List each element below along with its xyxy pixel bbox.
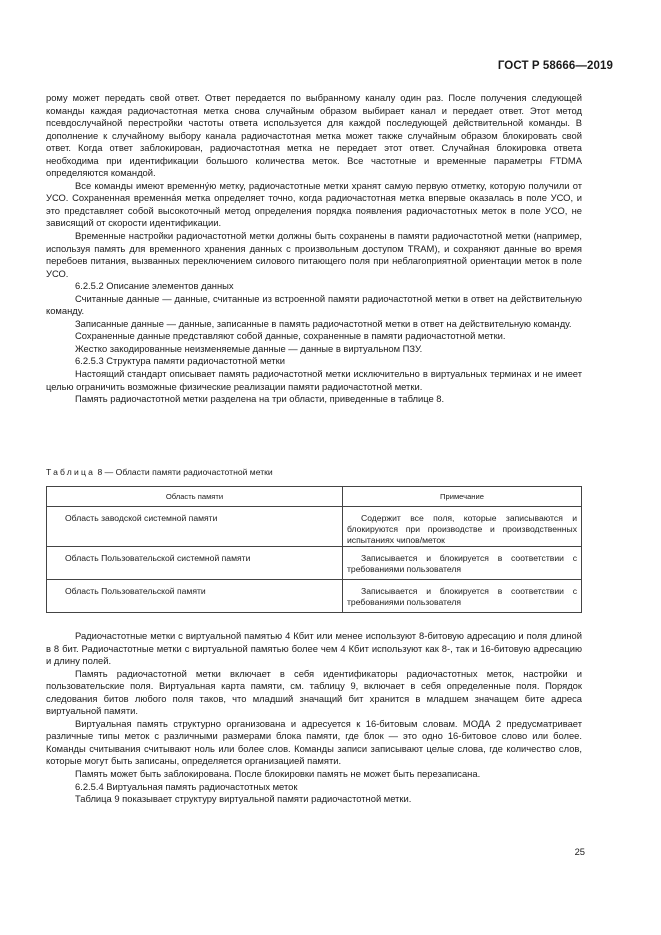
body-text-top bbox=[46, 92, 582, 406]
table-cell-note: Записывается и блокируется в соответствии с требованиями пользователя bbox=[343, 580, 582, 613]
table-cell-note: Записывается и блокируется в соответствии с требованиями пользователя bbox=[343, 547, 582, 580]
table-cell-area: Область заводской системной памяти bbox=[47, 507, 343, 547]
paragraph-written-data: Записанные данные — данные, записанные в память радиочастотной метки в ответ на действительную команду. bbox=[75, 317, 572, 329]
table-cell-area: Область Пользовательской памяти bbox=[47, 580, 343, 613]
paragraph-memory-lock: Память может быть заблокирована. После блокировки память не может быть перезаписана. bbox=[75, 768, 481, 780]
paragraph-timestamp: Все команды имеют временну́ю метку, радиочастотные метки хранят самую первую отметку, которую получили от УСО. Сохраненная временна́я метка определяет точно, когда радиочастотная метка впервые оказалась в поле УСО, и это представляет собой высокоточный метод определения порядка появления радиочастотных меток в поле УСО, не зависящий от скорости идентификации. bbox=[46, 179, 582, 229]
paragraph-read-data: Считанные данные — данные, считанные из встроенной памяти радиочастотной метки в ответ на действительную команду. bbox=[46, 292, 582, 317]
body-text-bottom bbox=[46, 630, 582, 806]
table-cell-area: Область Пользовательской системной памяти bbox=[47, 547, 343, 580]
paragraph-addressing: Радиочастотные метки с виртуальной памятью 4 Кбит или менее используют 8-битовую адресацию и поля длиной в 8 бит. Радиочастотные метки с виртуальной памятью более чем 4 Кбит используют как 8-, так и 16-битовую адресацию и длину полей. bbox=[46, 630, 582, 667]
table-header-area: Область памяти bbox=[47, 487, 343, 507]
paragraph-virtual-memory: Виртуальная память структурно организована и адресуется к 16-битовым словам. МОДА 2 предусматривает различные типы меток с различными размерами блока памяти, где блок — это одно 16-битовое слово или более. Команды считывания считывают ноль или более слов. Команды записи записывают целые слова, где количество слов, которые могут быть записаны, определяется организацией памяти. bbox=[46, 717, 582, 767]
table-caption-label: Таблица bbox=[46, 467, 96, 477]
paragraph-standard-scope: Настоящий стандарт описывает память радиочастотной метки исключительно в виртуальных терминах и не имеет целью ограничить возможные физические реализации памяти радиочастотной метки. bbox=[46, 368, 582, 392]
memory-areas-table bbox=[46, 486, 582, 613]
document-header: ГОСТ Р 58666—2019 bbox=[497, 60, 613, 72]
table-row bbox=[47, 507, 582, 547]
paragraph-time-settings: Временные настройки радиочастотной метки должны быть сохранены в памяти радиочастотной метки (например, используя память для временного хранения данных с произвольным доступом TRAM), и сохраняют данные во время перебоев питания, вызванных переключением силового питающего поля при неблагоприятной ориентации меток в поле УСО. bbox=[46, 230, 582, 279]
page-number: 25 bbox=[574, 846, 585, 857]
paragraph-memory-contents: Память радиочастотной метки включает в себя идентификаторы радиочастотных меток, настройки и пользовательские поля. Виртуальная карта памяти, см. таблицу 9, включает в себя определенные поля. Порядок следования битов любого поля таков, что младший значащий бит хранится в младшем значащем бите адреса виртуальной памяти. bbox=[46, 667, 582, 717]
table-caption-title: 8 — Области памяти радиочастотной метки bbox=[95, 467, 273, 477]
paragraph-continuation: рому может передать свой ответ. Ответ передается по выбранному каналу один раз. После получения следующей команды каждая радиочастотная метка снова случайным образом выбирает канал и передает ответ. Этот метод псевдослучайной перестройки частоты ответа используется для каждой последующей действительной команды. В дополнение к случайному выбору канала радиочастотная метка может также случайным образом блокировать свой ответ. Когда ответ заблокирован, радиочастотная метка не передает этот ответ. Случайная блокировка ответа необходима при идентификации большого количества меток. Все частотные и временные параметры FTDMA определяются командой. bbox=[46, 92, 582, 179]
table-header-row bbox=[47, 487, 582, 507]
section-heading-6-2-5-3: 6.2.5.3 Структура памяти радиочастотной метки bbox=[75, 355, 285, 367]
table-row bbox=[47, 580, 582, 613]
paragraph-hardcoded-data: Жестко закодированные неизменяемые данные — данные в виртуальном ПЗУ. bbox=[75, 342, 423, 354]
paragraph-stored-data: Сохраненные данные представляют собой данные, сохраненные в памяти радиочастотной метки. bbox=[75, 330, 506, 342]
table-caption bbox=[46, 467, 273, 477]
section-heading-6-2-5-4: 6.2.5.4 Виртуальная память радиочастотных меток bbox=[75, 780, 298, 792]
table-row bbox=[47, 547, 582, 580]
paragraph-table9-ref: Таблица 9 показывает структуру виртуальной памяти радиочастотной метки. bbox=[75, 793, 412, 805]
paragraph-memory-areas: Память радиочастотной метки разделена на три области, приведенные в таблице 8. bbox=[75, 393, 445, 405]
table-header-note: Примечание bbox=[343, 487, 582, 507]
section-heading-6-2-5-2: 6.2.5.2 Описание элементов данных bbox=[75, 280, 234, 292]
table-cell-note: Содержит все поля, которые записываются и блокируются при производстве и производственных испытаниях чипов/меток bbox=[343, 507, 582, 547]
